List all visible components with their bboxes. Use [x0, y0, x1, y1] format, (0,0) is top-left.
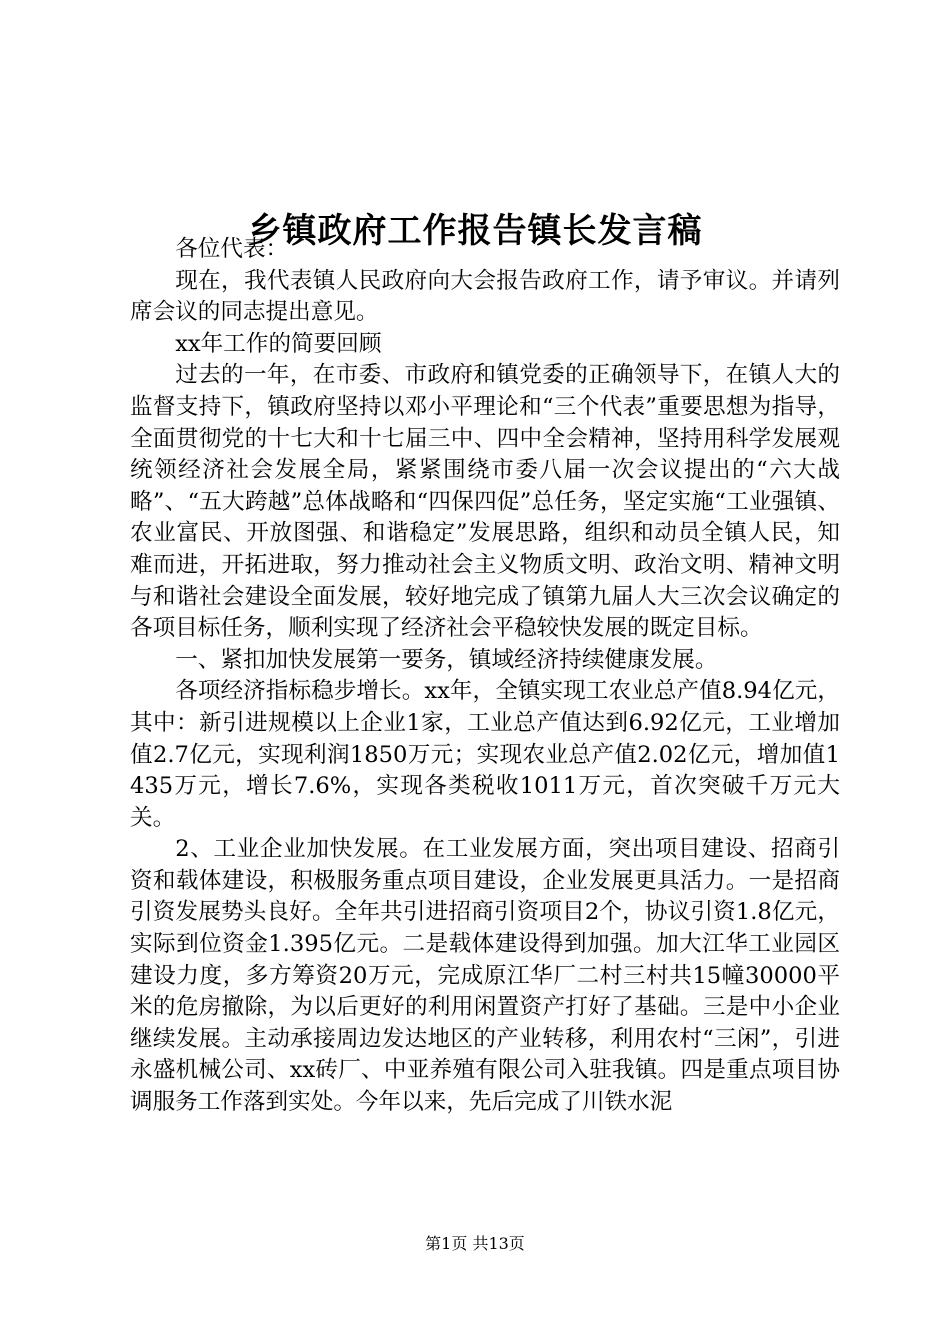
paragraph-salutation: 各位代表：: [175, 236, 289, 262]
paragraph-industry-development: 2、工业企业加快发展。在工业发展方面，突出项目建设、招商引资和载体建设，积极服务重点项目建设，企业发展更具活力。一是招商引资发展势头良好。全年共引进招商引资项目2个，协议引资1.8亿元，实际到位资金1.395亿元。二是载体建设得到加强。加大江华工业园区建设力度，多方筹资20万元，完成原江华厂二村三村共15幢30000平米的危房撤除，为以后更好的利用闲置资产打好了基础。三是中小企业继续发展。主动承接周边发达地区的产业转移，利用农村“三闲”，引进永盛机械公司、xx砖厂、中亚养殖有限公司入驻我镇。四是重点项目协调服务工作落到实处。今年以来，先后完成了川铁水泥: [130, 836, 840, 1116]
paragraph-review-summary: 过去的一年，在市委、市政府和镇党委的正确领导下，在镇人大的监督支持下，镇政府坚持以邓小平理论和“三个代表”重要思想为指导，全面贯彻党的十七大和十七届三中、四中全会精神，坚持用科学发展观统领经济社会发展全局，紧紧围绕市委八届一次会议提出的“六大战略”、“五大跨越”总体战略和“四保四促”总任务，坚定实施“工业强镇、农业富民、开放图强、和谐稳定”发展思路，组织和动员全镇人民，知难而进，开拓进取，努力推动社会主义物质文明、政治文明、精神文明与和谐社会建设全面发展，较好地完成了镇第九届人大三次会议确定的各项目标任务，顺利实现了经济社会平稳较快发展的既定目标。: [130, 362, 840, 642]
page-number: 第1页 共13页: [425, 1234, 525, 1253]
section-heading-economy: 一、紧扣加快发展第一要务，镇域经济持续健康发展。: [175, 646, 718, 673]
paragraph-economic-indicators: 各项经济指标稳步增长。xx年，全镇实现工农业总产值8.94亿元，其中：新引进规模以上企业1家，工业总产值达到6.92亿元，工业增加值2.7亿元，实现利润1850万元；实现农业总产值2.02亿元，增加值1435万元，增长7.6%，实现各类税收1011万元，首次突破千万元大关。: [130, 678, 840, 831]
document-body: [130, 234, 840, 1119]
paragraph-opening: 现在，我代表镇人民政府向大会报告政府工作，请予审议。并请列席会议的同志提出意见。: [130, 267, 840, 326]
document-title: 乡镇政府工作报告镇长发言稿: [247, 210, 703, 251]
section-heading-review: xx年工作的简要回顾: [175, 330, 382, 357]
